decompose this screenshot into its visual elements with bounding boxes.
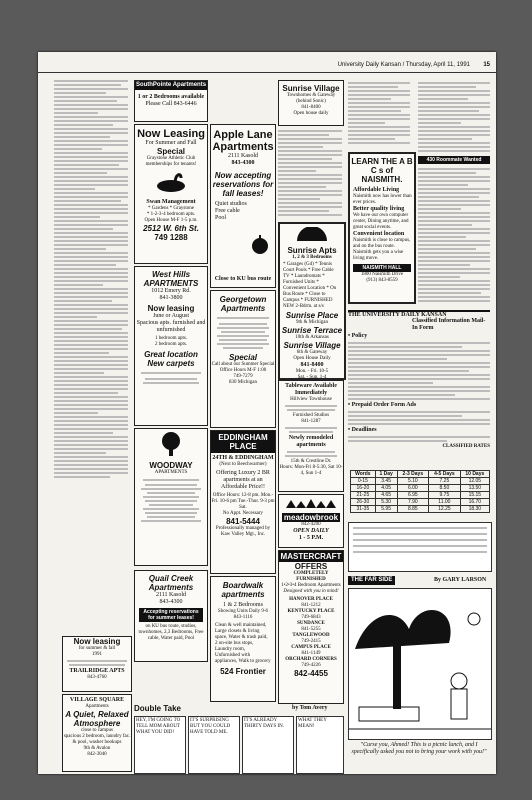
meadowbrook-hours: 1 - 5 P.M.: [298, 535, 324, 541]
cell: 0-15: [351, 478, 376, 485]
trailridge-phone: 843-4760: [87, 675, 107, 680]
far-side-caption: "Curse you, Ahmed! This is a picnic lunch, and I specifically asked you not to bring your work with you!": [351, 742, 487, 755]
trailridge-sub: for summer & fall: [78, 646, 116, 651]
mastercraft-designed: Designed with you in mind!: [283, 589, 339, 594]
far-side-author: By GARY LARSON: [434, 577, 487, 583]
ad-trailridge: [62, 636, 132, 692]
georgetown-call: Call about our Summer Special: [211, 362, 275, 367]
boardwalk-name: Boardwalk apartments: [221, 581, 265, 599]
page-header: [38, 62, 496, 73]
classified-header: THE UNIVERSITY DAILY KANSAN: [348, 312, 447, 318]
naismith-c-text: Naismith is close to campus, and on the bus route. Naismith gets you a wise living move.: [353, 238, 411, 261]
sunrise-place: Sunrise Place: [285, 311, 339, 320]
west-hills-two-bed: 2 bedroom apts.: [154, 342, 188, 347]
double-take-panel-3: [242, 716, 294, 774]
southpointe-name: SouthPointe Apartments: [135, 82, 207, 88]
eddingham-offer: Offering Luxury 2 BR apartments at an Affordable Price!!: [216, 470, 270, 490]
classified-text-column-6: [418, 166, 490, 306]
sunrise-village-addr: 6th & Gateway: [296, 350, 328, 355]
double-take-panel-1: [134, 716, 186, 774]
boardwalk-phone: 843-1116: [233, 615, 253, 620]
trailridge-year: 1991: [92, 652, 102, 657]
mastercraft-sub: COMPLETELY FURNISHED: [293, 571, 329, 582]
ad-meadowbrook: [278, 494, 344, 548]
sunrise-village-top-addr: Townhomes & Gateway (behind Sonic): [286, 93, 336, 104]
apple-lane-quiet: Quiet studios: [215, 201, 247, 207]
hillview-second: Newly remodeled apartments: [288, 435, 334, 448]
ad-village-square: [62, 694, 132, 772]
meadowbrook-name: meadowbrook: [283, 513, 339, 522]
cell: 7.90: [397, 499, 429, 506]
sunrise-apts-features: * Garages (Gd) * Tennis Court Pools * Free Cable TV * Laundromats * Furnished Units * Convenient Location * On Bus Route * Close to Campus * FURNISHED NEW 2-Bdrm. at s/s: [283, 262, 337, 309]
double-take-speech-2: IT'S SURPRISING BUT YOU COULD HAVE TOLD ME.: [190, 718, 231, 735]
cell: 16.70: [460, 499, 489, 506]
tree-icon: [154, 432, 188, 456]
quail-creek-phone: 843-4300: [159, 599, 183, 605]
apple-lane-cable: Free cable: [215, 208, 240, 214]
cell: 6.00: [397, 485, 429, 492]
cell: 4.65: [375, 492, 397, 499]
now-leasing-title: Now Leasing: [137, 128, 205, 140]
mastercraft-p4-phone: 749-2415: [301, 639, 321, 644]
cell: 16-20: [351, 485, 376, 492]
table-row: [351, 499, 490, 506]
eddingham-managed: Professionally managed by Kaw Valley Mgt., Inc.: [215, 526, 271, 537]
georgetown-name: Georgetown Apartments: [219, 295, 267, 313]
georgetown-phone: 749-7279: [233, 374, 253, 379]
mail-in-form-lines: [348, 522, 492, 572]
mastercraft-p6-phone: 749-4226: [301, 663, 321, 668]
village-square-details: spacious 2 bedroom, laundry fac. & pool, washer hookups: [63, 734, 131, 745]
classified-policy: • Policy: [348, 333, 368, 339]
cell: 8.85: [397, 506, 429, 513]
trailridge-title: Now leasing: [73, 637, 121, 646]
naismith-phone: (913) 843-8559: [366, 278, 398, 283]
classified-rates-title: CLASSIFIED RATES: [442, 444, 490, 449]
far-side-panel: [348, 588, 492, 740]
trailridge-tagline: TRAILRIDGE APTS: [69, 668, 125, 674]
naismith-brand: NAISMITH HALL: [353, 264, 411, 272]
meadowbrook-phone: 842-4200: [301, 522, 321, 527]
classified-form-title: Classified Information Mail-In Form: [412, 318, 486, 331]
ad-hillview: [278, 380, 344, 492]
cell: 21-25: [351, 492, 376, 499]
naismith-c: Convenient location: [353, 231, 405, 237]
apple-lane-accepting: Now accepting reservations for fall leases!: [212, 171, 274, 198]
cell: 9.75: [429, 492, 461, 499]
georgetown-special: Special: [228, 353, 257, 362]
mastercraft-p2-phone: 749-6843: [301, 615, 321, 620]
georgetown-office: Office Hours M-F 1:00: [219, 368, 267, 373]
now-leasing-sub: For Summer and Fall: [145, 140, 197, 146]
southpointe-line1: 1 or 2 Bedrooms available: [137, 94, 205, 100]
boardwalk-showing: Showing Units Daily 9-6: [217, 609, 269, 614]
hillview-building: Hillview Townhouse: [290, 397, 332, 402]
quail-creek-list: on KU bus route, studios, townhomes, 2,3 Bedrooms, Free cable, Water paid, Pool: [138, 624, 204, 641]
ad-apple-lane: [210, 124, 276, 288]
hillview-phone: 841-1287: [301, 419, 321, 424]
cell: 4.05: [375, 485, 397, 492]
sunrise-village-top-name: Sunrise Village: [282, 84, 340, 93]
meadowbrook-open: OPEN DAILY: [293, 528, 329, 534]
cell: 12.05: [460, 478, 489, 485]
mastercraft-p6: ORCHARD CORNERS: [285, 657, 337, 662]
newspaper-page: [38, 52, 496, 774]
cell: 15.15: [460, 492, 489, 499]
sunrise-apts-beds: 1, 2 & 3 Bedrooms: [292, 255, 332, 260]
sunrise-apts-hours: Mon. - Fri. 10-5: [295, 369, 329, 374]
now-leasing-brand: Swan Management: [146, 199, 196, 205]
west-hills-tagline: Great location New carpets: [144, 350, 198, 368]
boardwalk-features: Clean & well maintained, Large closets & living space, Water & trash paid, 2 on-site bus stops, Laundry room, Unfurnished with appliances, Walk to grocery: [215, 623, 271, 664]
west-hills-status: Now leasing: [147, 304, 195, 313]
table-row: [351, 506, 490, 513]
west-hills-name: West Hills APARTMENTS: [143, 270, 199, 288]
mastercraft-p3: SUNDANCE: [297, 621, 325, 626]
sunrise-place-addr: 9th & Michigan: [296, 320, 328, 325]
eddingham-phone: 841-5444: [226, 517, 260, 526]
quail-creek-addr: 2111 Kasold: [155, 592, 187, 598]
sunrise-terrace-addr: 10th & Arkansas: [295, 335, 329, 340]
eddingham-note: (Next to Beechwarmer): [219, 462, 267, 467]
hillview-rent: Furnished Studios: [292, 413, 330, 418]
quail-creek-accepting: Accepting reservations for summer leases!: [139, 608, 203, 622]
mastercraft-p1: HANOVER PLACE: [289, 597, 333, 602]
classified-deadline: • Deadlines: [348, 427, 377, 433]
eddingham-appt: No Appt. Necessary: [222, 511, 264, 516]
swan-icon: [151, 168, 191, 194]
roommate-heading: 430 Roommate Wanted: [418, 156, 490, 164]
ad-woodway: [134, 428, 208, 566]
rates-col: Words: [351, 471, 376, 478]
apple-lane-pool: Pool: [215, 215, 227, 221]
ad-mastercraft: [278, 550, 344, 704]
ad-sunrise-village-top: [278, 80, 344, 126]
sunrise-apts-phone: 841-8400: [300, 362, 324, 368]
cell: 8.50: [429, 485, 461, 492]
cell: 5.30: [375, 499, 397, 506]
classified-text-column-3: [278, 128, 342, 220]
naismith-addr: 1800 Naismith Drive: [360, 272, 404, 277]
mastercraft-offers: OFFERS: [294, 562, 328, 571]
village-square-phone: 842-3040: [87, 752, 107, 757]
west-hills-addr: 1012 Emery Rd.: [151, 288, 191, 294]
sunrise-apts-sat: Sat. - Sun. 1-4: [297, 375, 327, 380]
cell: 13.50: [460, 485, 489, 492]
mastercraft-p5-phone: 841-1149: [301, 651, 321, 656]
rates-col: 4-5 Days: [429, 471, 461, 478]
table-row: [351, 492, 490, 499]
west-hills-deal: June or August: [153, 313, 189, 319]
double-take-panel-2: [188, 716, 240, 774]
double-take-panel-4: [296, 716, 344, 774]
double-take-speech-4: WHAT THEY MEAN!: [298, 718, 327, 729]
west-hills-spacious: Spacious apts. furnished and unfurnished: [136, 320, 206, 333]
cell: 18.30: [460, 506, 489, 513]
quail-creek-name: Quail Creek Apartments: [148, 574, 194, 592]
mastercraft-p4: TANGLEWOOD: [292, 633, 330, 638]
ad-west-hills: [134, 266, 208, 426]
apple-lane-phone: 843-4300: [231, 160, 255, 166]
boardwalk-beds: 1 & 2 Bedrooms: [223, 602, 263, 608]
mastercraft-detail: 1•2•3•4 Bedroom Apartments: [281, 583, 341, 588]
west-hills-phone: 841-3800: [159, 295, 183, 301]
table-row: [351, 478, 490, 485]
cell: 5.95: [375, 506, 397, 513]
rates-col: 10 Days: [460, 471, 489, 478]
now-leasing-phone: 749 1288: [154, 233, 188, 242]
ad-naismith: [348, 152, 416, 304]
double-take-speech-3: IT'S ALREADY THIRTY DAYS IN.: [244, 718, 285, 729]
sunrise-village-top-phone: 841-8400: [301, 105, 321, 110]
grass-icon: [286, 498, 336, 508]
naismith-b: Better quality living: [353, 206, 405, 212]
mastercraft-p3-phone: 841-5255: [301, 627, 321, 632]
cell: 7.25: [429, 478, 461, 485]
southpointe-line2: Please Call 843-6446: [145, 101, 197, 107]
naismith-a-text: Naismith now has lower than ever prices.: [353, 194, 412, 205]
boardwalk-addr: 524 Frontier: [220, 667, 266, 676]
cell: 11.00: [429, 499, 461, 506]
sunrise-village-top-open: Open house daily: [293, 111, 329, 116]
hillview-open: Hours: Mon-Fri 8-5:30, Sat 10-4, Sun 1-4: [279, 465, 343, 476]
village-square-sub: Apartments: [85, 704, 109, 709]
west-hills-one-bed: 1 bedroom apts.: [154, 336, 188, 341]
woodway-name: WOODWAY: [149, 461, 193, 470]
eddingham-addr: 24TH & EDDINGHAM: [212, 455, 274, 461]
naismith-title: LEARN THE A B C s of NAISMITH.: [351, 157, 413, 184]
georgetown-addr: 830 Michigan: [229, 380, 257, 385]
village-square-near: close to campus: [81, 728, 113, 733]
sunrise-village: Sunrise Village: [283, 341, 341, 350]
ad-southpointe: [134, 80, 208, 122]
rates-col: 1 Day: [375, 471, 397, 478]
cell: 5.10: [397, 478, 429, 485]
village-square-tag: A Quiet, Relaxed Atmosphere: [65, 710, 129, 728]
ad-boardwalk: [210, 576, 276, 702]
classified-text-column: [54, 78, 128, 638]
now-leasing-special: Special: [156, 147, 185, 156]
double-take-speech-1: HEY, I'M GOING TO TELL MOM ABOUT WHAT YOU DID!: [136, 718, 181, 735]
mastercraft-p2: KENTUCKY PLACE: [287, 609, 335, 614]
now-leasing-bed: * 1-2-3-4 bedroom apts.: [146, 212, 196, 217]
sunrise-apts-name: Sunrise Apts: [287, 246, 337, 255]
sunrise-apts-open: Open House Daily: [293, 356, 331, 361]
hillview-third: 15th & Crestline Dr.: [290, 459, 332, 464]
cell: 6.95: [397, 492, 429, 499]
classified-text-column-5: [418, 80, 490, 154]
cell: 26-30: [351, 499, 376, 506]
now-leasing-note: Graystone Athletic Club memberships for tenants!: [145, 156, 197, 167]
rates-header-row: [351, 471, 490, 478]
rates-col: 2-3 Days: [397, 471, 429, 478]
far-side-title: THE FAR SIDE: [348, 576, 395, 585]
hillview-title: Tableware Available Immediately: [285, 383, 337, 396]
classified-prepaid: • Prepaid Order Form Ads: [348, 402, 417, 408]
naismith-a: Affordable Living: [353, 187, 400, 193]
ad-quail-creek: [134, 570, 208, 662]
double-take-title: Double Take: [134, 704, 181, 713]
now-leasing-addr: 2512 W. 6th St.: [143, 224, 199, 233]
ad-sunrise-apts: [278, 222, 346, 380]
sunrise-terrace: Sunrise Terrace: [281, 326, 343, 335]
cell: 3.45: [375, 478, 397, 485]
eddingham-name: EDDINGHAM PLACE: [211, 431, 275, 453]
page-number: 15: [483, 62, 490, 68]
mastercraft-p5: CAMPUS PLACE: [291, 645, 331, 650]
table-row: [351, 485, 490, 492]
ad-eddingham: [210, 430, 276, 574]
village-square-addr: 9th & Avalon: [83, 746, 111, 751]
double-take-author: by Tom Avery: [292, 705, 328, 711]
eddingham-hours: Office Hours: 12-8 pm. Mon.-Fri. 10-6 pm Tue.-Thur. 9-3 pm Sat.: [211, 493, 275, 510]
mastercraft-name: MASTERCRAFT: [280, 552, 342, 561]
ad-georgetown: [210, 290, 276, 428]
mastercraft-p1-phone: 841-1212: [301, 603, 321, 608]
apple-lane-addr: 2111 Kasold: [227, 153, 259, 159]
far-side-drawing: [349, 589, 491, 739]
rates-table: [350, 470, 490, 513]
apple-icon: [249, 233, 271, 255]
page-header-title: University Daily Kansan / Thursday, April 11, 1991: [337, 62, 470, 68]
now-leasing-open: Open House M-F 1-5 p.m.: [144, 218, 198, 223]
classified-text-column-4: [348, 80, 410, 150]
apple-lane-name: Apple Lane Apartments: [212, 129, 274, 153]
apple-lane-close: Close to KU bus route: [214, 276, 272, 282]
cell: 12.25: [429, 506, 461, 513]
cell: 31-35: [351, 506, 376, 513]
now-leasing-list: * Gardens * Graystone: [148, 206, 194, 211]
mastercraft-main-phone: 842-4455: [294, 669, 328, 678]
naismith-b-text: We have our own computer center, Dining anytime, and great social events.: [353, 213, 409, 230]
village-square-name: VILLAGE SQUARE: [69, 697, 125, 703]
woodway-sub: APARTMENTS: [154, 470, 188, 475]
ad-now-leasing-swan: [134, 124, 208, 264]
sunrise-icon: [295, 227, 329, 241]
